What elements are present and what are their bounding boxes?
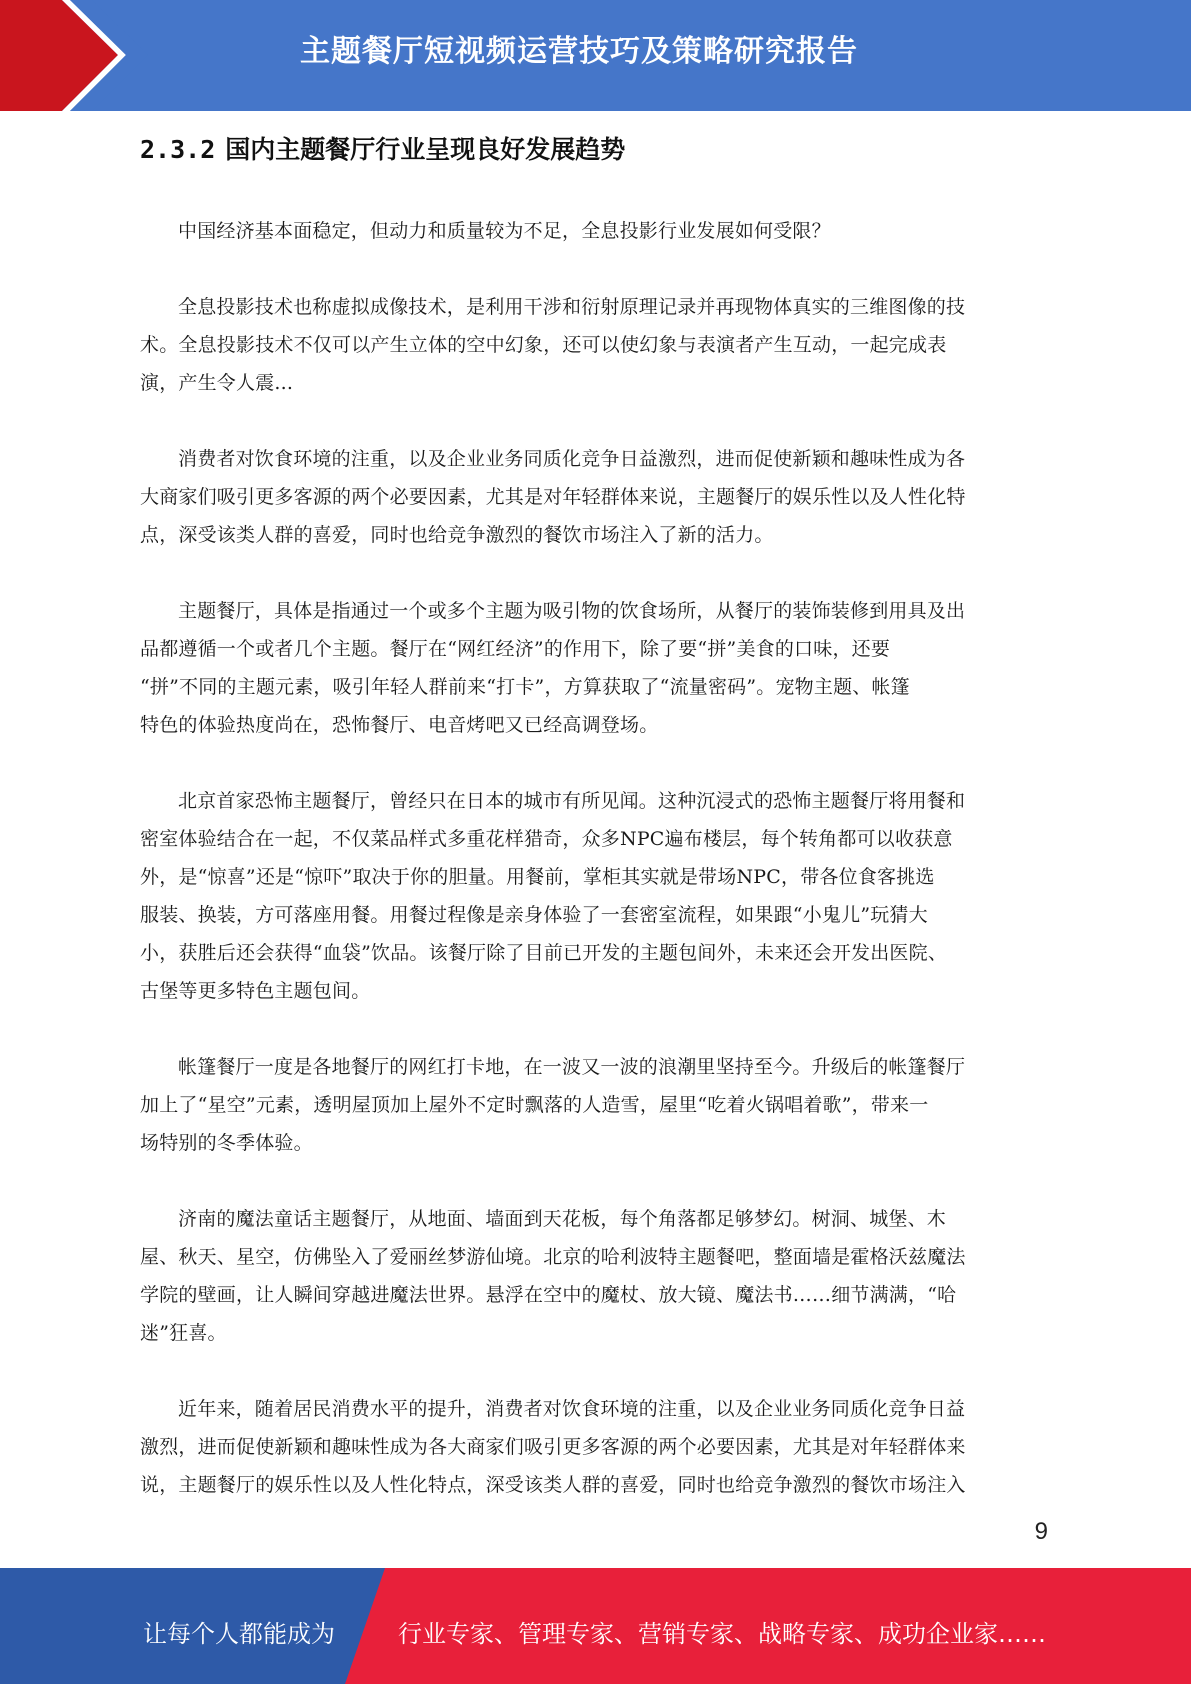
text-line: 术。全息投影技术不仅可以产生立体的空中幻象，还可以使幻象与表演者产生互动，一起完成表 (140, 334, 947, 356)
paragraph (140, 1048, 1046, 1162)
text-line: 特色的体验热度尚在，恐怖餐厅、电音烤吧又已经高调登场。 (140, 714, 659, 736)
section-number: 2.3.2 (140, 135, 216, 164)
footer-slogan-right: 行业专家、管理专家、营销专家、战略专家、成功企业家…… (398, 1620, 1046, 1648)
page-footer (0, 1568, 1191, 1684)
section-heading (140, 130, 625, 166)
section-title: 国内主题餐厅行业呈现良好发展趋势 (225, 135, 626, 164)
page-number: 9 (1034, 1518, 1048, 1545)
text-line: 近年来，随着居民消费水平的提升，消费者对饮食环境的注重，以及企业业务同质化竞争日益 (178, 1398, 966, 1420)
text-line: 主题餐厅，具体是指通过一个或多个主题为吸引物的饮食场所，从餐厅的装饰装修到用具及出 (178, 600, 966, 622)
text-line: 服装、换装，方可落座用餐。用餐过程像是亲身体验了一套密室流程，如果跟“小鬼儿”玩猜大 (140, 904, 928, 926)
text-line: 北京首家恐怖主题餐厅，曾经只在日本的城市有所见闻。这种沉浸式的恐怖主题餐厅将用餐和 (178, 790, 966, 812)
body-text (140, 212, 1046, 1542)
text-line: 场特别的冬季体验。 (140, 1132, 313, 1154)
text-line: 点，深受该类人群的喜爱，同时也给竞争激烈的餐饮市场注入了新的活力。 (140, 524, 774, 546)
report-title: 主题餐厅短视频运营技巧及策略研究报告 (300, 34, 858, 69)
text-line: 品都遵循一个或者几个主题。餐厅在“网红经济”的作用下，除了要“拼”美食的口味，还要 (140, 638, 891, 660)
text-line: 全息投影技术也称虚拟成像技术，是利用干涉和衍射原理记录并再现物体真实的三维图像的技 (178, 296, 966, 318)
text-line: 帐篷餐厅一度是各地餐厅的网红打卡地，在一波又一波的浪潮里坚持至今。升级后的帐篷餐厅 (178, 1056, 966, 1078)
paragraph (140, 1200, 1046, 1352)
text-line: 激烈，进而促使新颖和趣味性成为各大商家们吸引更多客源的两个必要因素，尤其是对年轻群体来 (140, 1436, 966, 1458)
text-line: 大商家们吸引更多客源的两个必要因素，尤其是对年轻群体来说，主题餐厅的娱乐性以及人性化特 (140, 486, 966, 508)
text-line: 学院的壁画，让人瞬间穿越进魔法世界。悬浮在空中的魔杖、放大镜、魔法书……细节满满，“哈 (140, 1284, 957, 1306)
text-line: 济南的魔法童话主题餐厅，从地面、墙面到天花板，每个角落都足够梦幻。树洞、城堡、木 (178, 1208, 947, 1230)
page-header (0, 0, 1191, 111)
paragraph (140, 592, 1046, 744)
paragraph (140, 782, 1046, 1010)
text-line: 屋、秋天、星空，仿佛坠入了爱丽丝梦游仙境。北京的哈利波特主题餐吧，整面墙是霍格沃兹魔法 (140, 1246, 966, 1268)
paragraph (140, 212, 1046, 250)
paragraph (140, 288, 1046, 402)
text-line: 小，获胜后还会获得“血袋”饮品。该餐厅除了目前已开发的主题包间外，未来还会开发出医院、 (140, 942, 948, 964)
paragraph (140, 1390, 1046, 1504)
text-line: 外，是“惊喜”还是“惊吓”取决于你的胆量。用餐前，掌柜其实就是带场NPC，带各位食客挑选 (140, 866, 935, 888)
text-line: 迷”狂喜。 (140, 1322, 227, 1344)
text-line: 中国经济基本面稳定，但动力和质量较为不足，全息投影行业发展如何受限？ (178, 220, 831, 242)
text-line: 密室体验结合在一起，不仅菜品样式多重花样猎奇，众多NPC遍布楼层，每个转角都可以收获意 (140, 828, 953, 850)
text-line: 加上了“星空”元素，透明屋顶加上屋外不定时飘落的人造雪，屋里“吃着火锅唱着歌”，带来一 (140, 1094, 929, 1116)
text-line: 消费者对饮食环境的注重，以及企业业务同质化竞争日益激烈，进而促使新颖和趣味性成为各 (178, 448, 966, 470)
text-line: 说，主题餐厅的娱乐性以及人性化特点，深受该类人群的喜爱，同时也给竞争激烈的餐饮市场注入 (140, 1474, 966, 1496)
text-line: “拼”不同的主题元素，吸引年轻人群前来“打卡”，方算获取了“流量密码”。宠物主题、帐篷 (140, 676, 910, 698)
paragraph (140, 440, 1046, 554)
text-line: 古堡等更多特色主题包间。 (140, 980, 371, 1002)
text-line: 演，产生令人震... (140, 372, 294, 394)
footer-slogan-left: 让每个人都能成为 (143, 1620, 335, 1648)
header-red-arrow-decoration (0, 0, 150, 111)
